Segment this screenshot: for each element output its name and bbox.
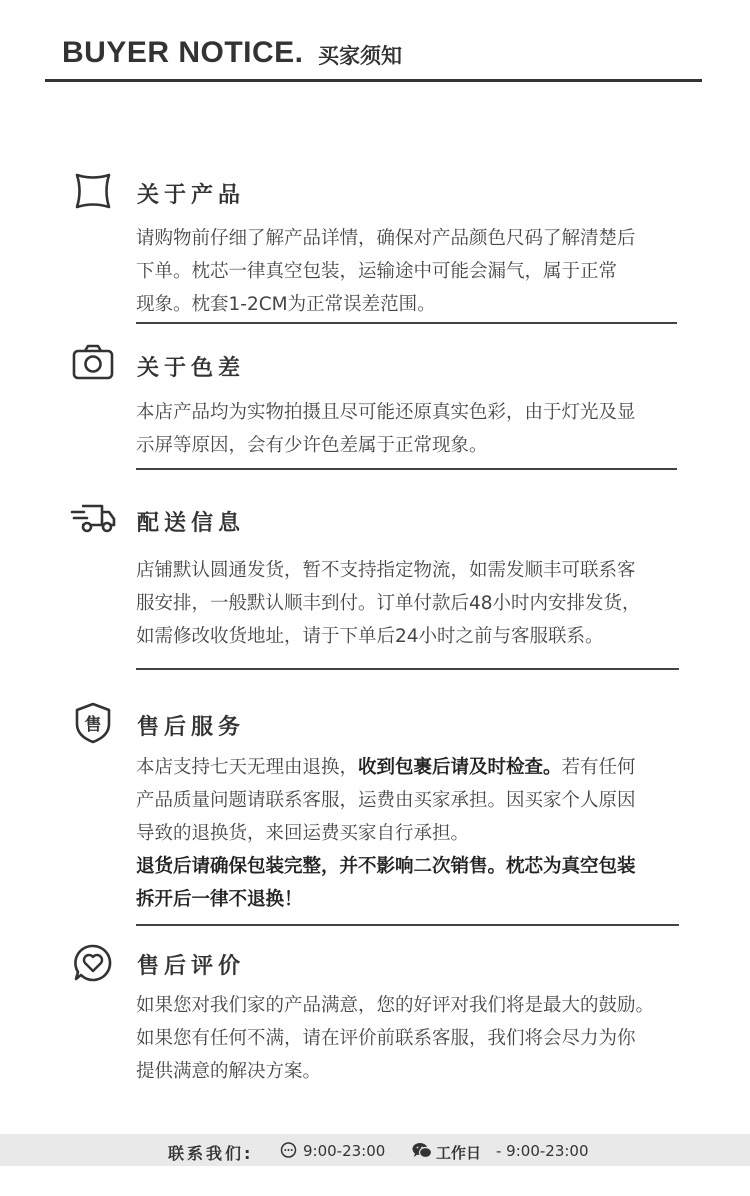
page-title: BUYER NOTICE. <box>62 36 304 69</box>
section-body <box>136 989 686 1088</box>
after-sales-shield-icon <box>70 700 116 746</box>
body-text-normal: 若有任何 <box>561 757 636 778</box>
body-line: 请购物前仔细了解产品详情，确保对产品颜色尺码了解清楚后 <box>136 228 636 249</box>
section-body <box>136 751 681 916</box>
body-line: 示屏等原因，会有少许色差属于正常现象。 <box>136 435 488 456</box>
section-title: 售后评价 <box>137 954 246 979</box>
header <box>0 0 750 90</box>
body-line: 本店产品均为实物拍摄且尽可能还原真实色彩，由于灯光及显 <box>136 402 636 423</box>
camera-icon <box>70 340 116 386</box>
header-divider <box>45 79 702 82</box>
body-line-bold: 拆开后一律不退换！ <box>136 889 303 910</box>
body-line: 现象。枕套1-2CM为正常误差范围。 <box>136 294 436 315</box>
contact-label: 联系我们: <box>168 1144 254 1163</box>
body-line: 提供满意的解决方案。 <box>136 1061 322 1082</box>
page-subtitle: 买家须知 <box>318 44 402 68</box>
body-line: 如需修改收货地址，请于下单后24小时之前与客服联系。 <box>136 626 604 647</box>
section-body <box>136 554 676 653</box>
body-line-bold: 退货后请确保包装完整，并不影响二次销售。枕芯为真空包装 <box>136 856 636 877</box>
body-line: 服安排，一般默认顺丰到付。订单付款后48小时内安排发货， <box>136 593 641 614</box>
section-title: 关于产品 <box>137 183 246 208</box>
body-line: 下单。枕芯一律真空包装，运输途中可能会漏气，属于正常 <box>136 261 618 282</box>
delivery-truck-icon <box>70 494 116 540</box>
section-body <box>136 396 676 462</box>
section-divider <box>136 924 679 926</box>
body-line: 如果您有任何不满，请在评价前联系客服，我们将会尽力为你 <box>136 1028 636 1049</box>
heart-chat-icon <box>70 940 116 986</box>
body-line <box>136 751 681 784</box>
chat-bubble-icon <box>280 1142 297 1159</box>
body-line: 如果您对我们家的产品满意，您的好评对我们将是最大的鼓励。 <box>136 995 655 1016</box>
body-text-bold: 收到包裹后请及时检查。 <box>358 757 562 778</box>
body-line: 店铺默认圆通发货，暂不支持指定物流，如需发顺丰可联系客 <box>136 560 636 581</box>
body-line: 导致的退换货，来回运费买家自行承担。 <box>136 823 470 844</box>
workday-hours: - 9:00-23:00 <box>496 1142 589 1160</box>
section-divider <box>136 468 677 470</box>
workday-label: 工作日 <box>436 1144 482 1162</box>
pillow-icon <box>70 168 116 214</box>
section-divider <box>136 668 679 670</box>
shield-char: 售 <box>84 715 102 735</box>
wechat-icon <box>412 1142 432 1159</box>
section-title: 配送信息 <box>137 511 246 536</box>
section-title: 售后服务 <box>137 715 246 740</box>
body-text-normal: 本店支持七天无理由退换， <box>136 757 359 778</box>
section-body <box>136 222 676 321</box>
chat-hours: 9:00-23:00 <box>303 1142 386 1160</box>
footer-contact-bar <box>0 1134 750 1166</box>
body-line: 产品质量问题请联系客服，运费由买家承担。因买家个人原因 <box>136 790 636 811</box>
section-title: 关于色差 <box>137 356 246 381</box>
section-divider <box>136 322 677 324</box>
